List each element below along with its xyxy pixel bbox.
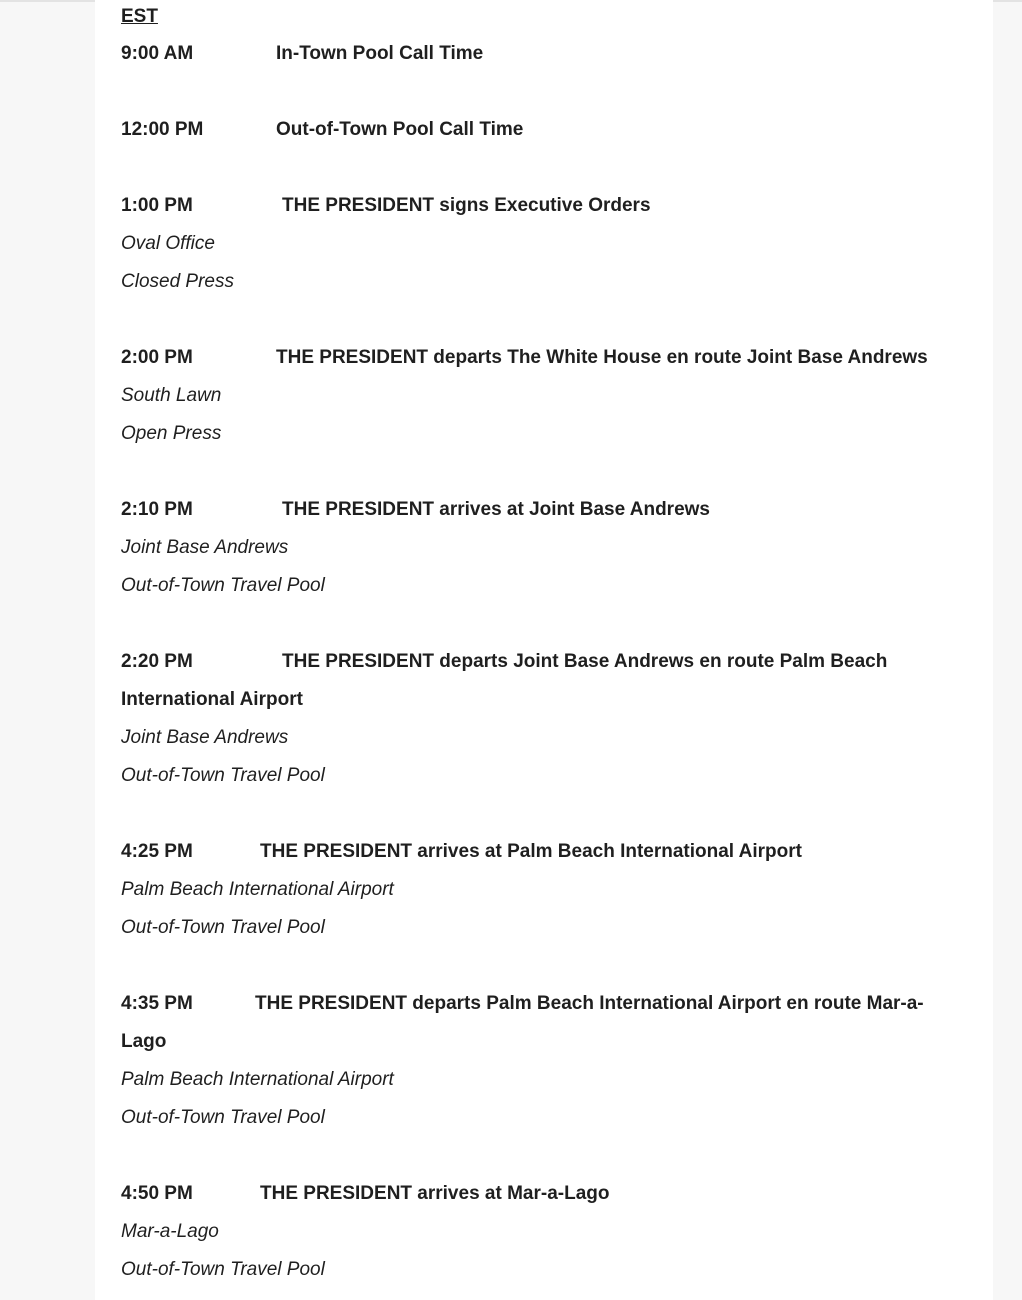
event-title: THE PRESIDENT arrives at Mar-a-Lago	[260, 1183, 610, 1204]
event-location: Palm Beach International Airport	[121, 879, 394, 900]
schedule-event	[121, 985, 981, 1137]
schedule-event	[121, 187, 981, 301]
event-title: THE PRESIDENT departs Joint Base Andrews en route Palm Beach	[282, 651, 888, 672]
event-title-continued: Lago	[121, 1031, 167, 1052]
event-press: Closed Press	[121, 271, 234, 292]
document-page	[95, 0, 993, 1300]
event-location: Oval Office	[121, 233, 215, 254]
event-location: South Lawn	[121, 385, 222, 406]
event-title: THE PRESIDENT arrives at Joint Base Andrews	[282, 499, 710, 520]
event-time: 2:10 PM	[121, 499, 193, 520]
event-press: Open Press	[121, 423, 222, 444]
schedule-event	[121, 1175, 981, 1289]
event-time: 2:00 PM	[121, 347, 193, 368]
event-press: Out-of-Town Travel Pool	[121, 1259, 325, 1280]
event-location: Joint Base Andrews	[121, 537, 289, 558]
timezone-heading: EST	[121, 6, 158, 27]
event-title: THE PRESIDENT departs Palm Beach International Airport en route Mar-a-	[255, 993, 924, 1014]
event-time: 2:20 PM	[121, 651, 193, 672]
event-time: 12:00 PM	[121, 119, 204, 140]
event-location: Mar-a-Lago	[121, 1221, 219, 1242]
event-title: THE PRESIDENT arrives at Palm Beach International Airport	[260, 841, 802, 862]
event-press: Out-of-Town Travel Pool	[121, 765, 325, 786]
schedule-event	[121, 111, 981, 149]
event-location: Palm Beach International Airport	[121, 1069, 394, 1090]
event-press: Out-of-Town Travel Pool	[121, 917, 325, 938]
event-location: Joint Base Andrews	[121, 727, 289, 748]
schedule-event	[121, 491, 981, 605]
event-title: THE PRESIDENT departs The White House en route Joint Base Andrews	[276, 347, 928, 368]
schedule-event	[121, 339, 981, 453]
event-time: 9:00 AM	[121, 43, 194, 64]
event-title-continued: International Airport	[121, 689, 303, 710]
event-title: THE PRESIDENT signs Executive Orders	[282, 195, 651, 216]
event-title: Out-of-Town Pool Call Time	[276, 119, 524, 140]
event-time: 4:25 PM	[121, 841, 193, 862]
event-press: Out-of-Town Travel Pool	[121, 575, 325, 596]
schedule-event	[121, 35, 981, 73]
schedule-event	[121, 643, 981, 795]
event-press: Out-of-Town Travel Pool	[121, 1107, 325, 1128]
event-title: In-Town Pool Call Time	[276, 43, 484, 64]
schedule-event	[121, 833, 981, 947]
event-time: 4:50 PM	[121, 1183, 193, 1204]
event-time: 4:35 PM	[121, 993, 193, 1014]
event-time: 1:00 PM	[121, 195, 193, 216]
